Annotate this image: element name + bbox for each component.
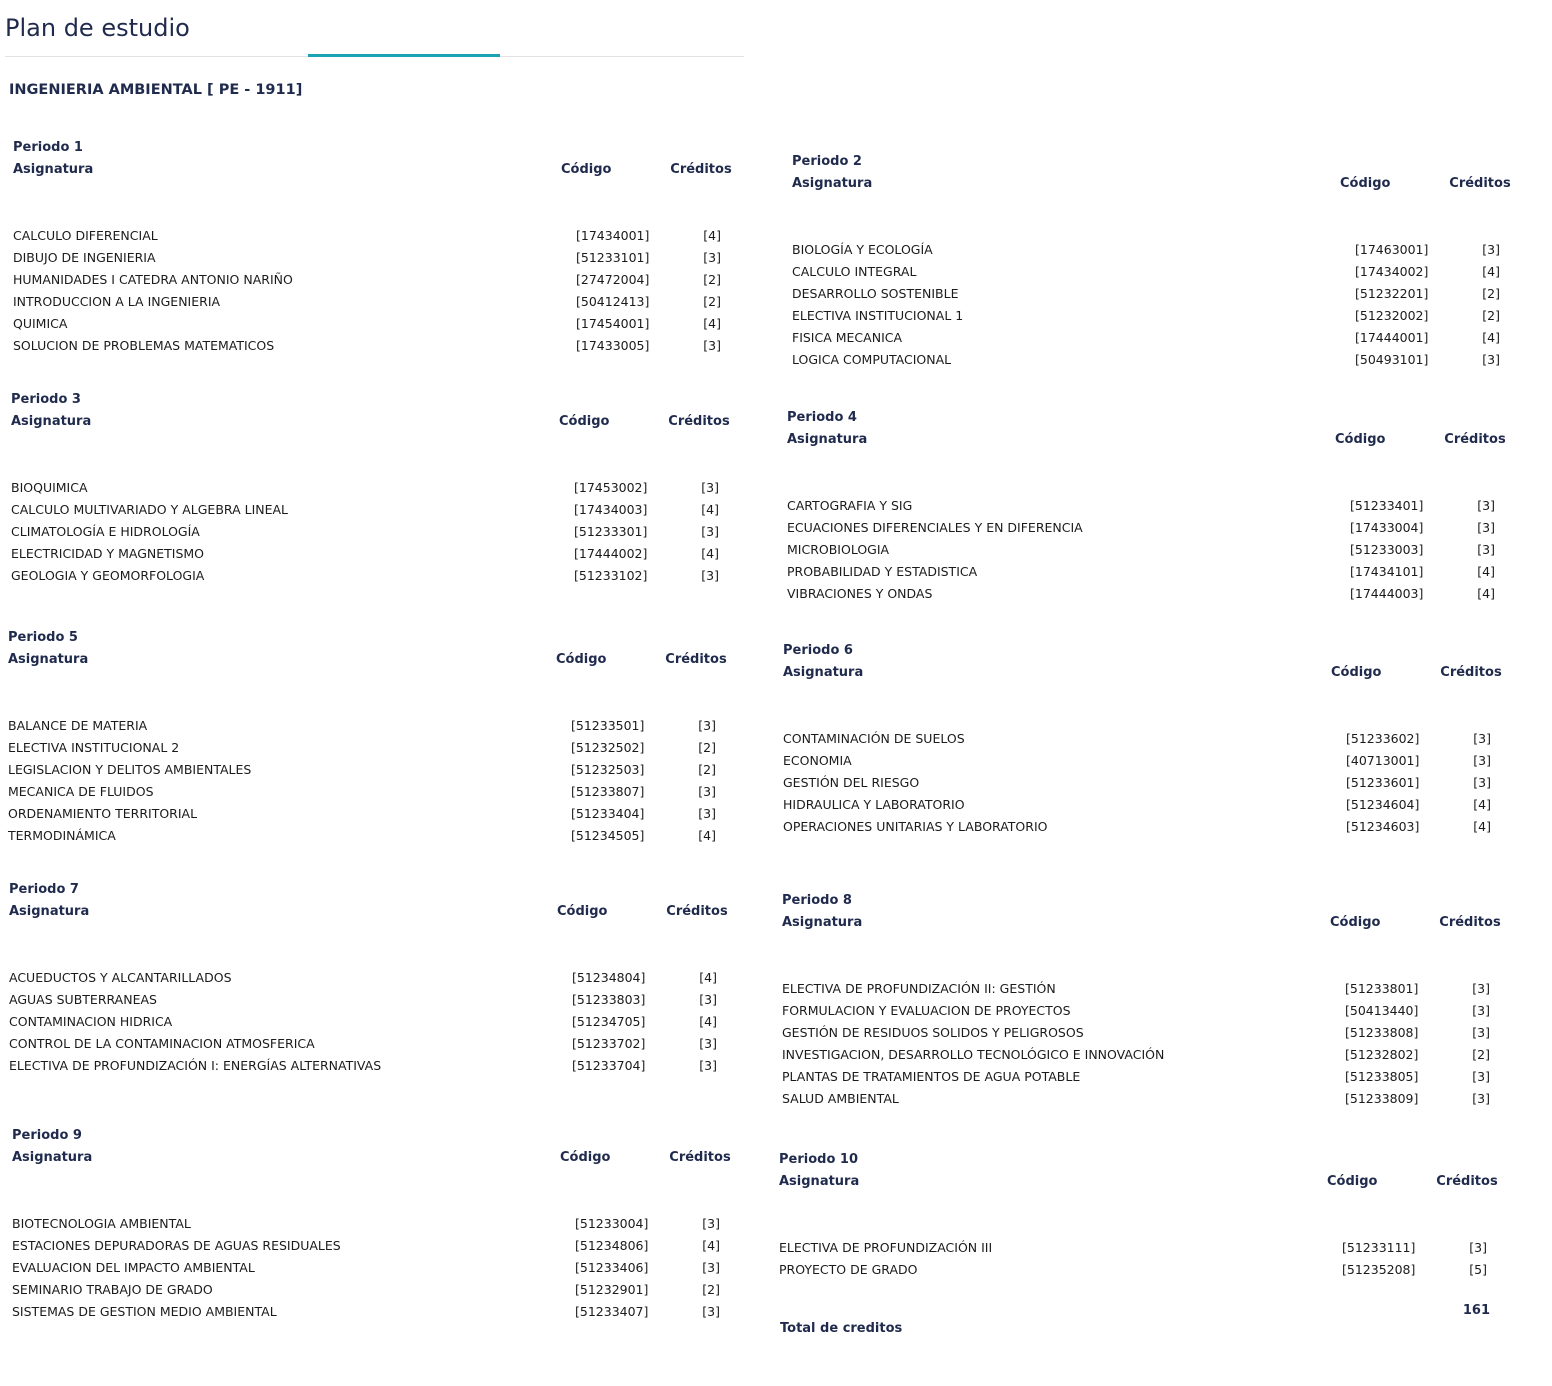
- subject-row: [779, 1240, 1499, 1262]
- subject-list: [12, 1216, 732, 1326]
- subject-code: [51233407]: [575, 1304, 649, 1319]
- subject-name: CALCULO MULTIVARIADO Y ALGEBRA LINEAL: [11, 502, 289, 517]
- subject-credits: [3]: [699, 1036, 717, 1051]
- subject-name: GEOLOGIA Y GEOMORFOLOGIA: [11, 568, 205, 583]
- subject-code: [17434101]: [1350, 564, 1424, 579]
- column-header-credits: Créditos: [1440, 665, 1502, 680]
- subject-name: SALUD AMBIENTAL: [782, 1091, 899, 1106]
- subject-list: [11, 480, 731, 590]
- subject-row: [12, 1216, 732, 1238]
- subject-row: [8, 828, 728, 850]
- subject-code: [51233801]: [1345, 981, 1419, 996]
- column-header-credits: Créditos: [666, 904, 728, 919]
- subject-credits: [4]: [699, 1014, 717, 1029]
- subject-credits: [4]: [1473, 797, 1491, 812]
- subject-row: [787, 498, 1507, 520]
- subject-row: [792, 308, 1512, 330]
- subject-code: [17444003]: [1350, 586, 1424, 601]
- subject-name: FORMULACION Y EVALUACION DE PROYECTOS: [782, 1003, 1071, 1018]
- subject-name: CALCULO INTEGRAL: [792, 264, 917, 279]
- subject-code: [51234604]: [1346, 797, 1420, 812]
- subject-name: HIDRAULICA Y LABORATORIO: [783, 797, 965, 812]
- period-label: Periodo 9: [12, 1128, 82, 1143]
- subject-row: [779, 1262, 1499, 1284]
- subject-code: [17434001]: [576, 228, 650, 243]
- subject-credits: [4]: [698, 828, 716, 843]
- column-header-code: Código: [561, 162, 612, 177]
- subject-credits: [2]: [1482, 286, 1500, 301]
- column-header-code: Código: [557, 904, 608, 919]
- column-header-credits: Créditos: [665, 652, 727, 667]
- subject-name: ECONOMIA: [783, 753, 852, 768]
- column-header-code: Código: [556, 652, 607, 667]
- subject-code: [27472004]: [576, 272, 650, 287]
- subject-code: [51234806]: [575, 1238, 649, 1253]
- subject-credits: [5]: [1469, 1262, 1487, 1277]
- subject-name: ELECTIVA DE PROFUNDIZACIÓN I: ENERGÍAS ALTERNATIVAS: [9, 1058, 382, 1073]
- subject-name: HUMANIDADES I CATEDRA ANTONIO NARIÑO: [13, 272, 293, 287]
- subject-code: [51234804]: [572, 970, 646, 985]
- subject-code: [51233404]: [571, 806, 645, 821]
- subject-name: VIBRACIONES Y ONDAS: [787, 586, 933, 601]
- subject-row: [13, 250, 733, 272]
- subject-credits: [3]: [702, 1260, 720, 1275]
- subject-code: [17444001]: [1355, 330, 1429, 345]
- subject-credits: [3]: [1472, 1091, 1490, 1106]
- subject-row: [782, 1091, 1502, 1113]
- subject-row: [792, 264, 1512, 286]
- subject-row: [11, 546, 731, 568]
- subject-row: [783, 753, 1503, 775]
- subject-code: [51235208]: [1342, 1262, 1416, 1277]
- subject-code: [51232901]: [575, 1282, 649, 1297]
- subject-row: [11, 502, 731, 524]
- subject-row: [787, 586, 1507, 608]
- column-header-subject: Asignatura: [8, 652, 89, 667]
- program-name: INGENIERIA AMBIENTAL [ PE - 1911]: [9, 82, 303, 98]
- subject-row: [11, 568, 731, 590]
- subject-row: [787, 542, 1507, 564]
- subject-name: CALCULO DIFERENCIAL: [13, 228, 158, 243]
- subject-credits: [4]: [1482, 264, 1500, 279]
- subject-row: [783, 775, 1503, 797]
- subject-code: [51233601]: [1346, 775, 1420, 790]
- subject-credits: [4]: [701, 502, 719, 517]
- title-accent-bar: [308, 54, 500, 57]
- column-header-credits: Créditos: [1436, 1174, 1498, 1189]
- subject-code: [51233805]: [1345, 1069, 1419, 1084]
- subject-credits: [3]: [1472, 1025, 1490, 1040]
- subject-name: ECUACIONES DIFERENCIALES Y EN DIFERENCIA: [787, 520, 1083, 535]
- subject-credits: [4]: [1477, 586, 1495, 601]
- subject-credits: [3]: [1482, 242, 1500, 257]
- subject-list: [792, 242, 1512, 374]
- page-title: Plan de estudio: [5, 14, 190, 42]
- subject-list: [783, 731, 1503, 841]
- subject-row: [8, 784, 728, 806]
- subject-code: [51232802]: [1345, 1047, 1419, 1062]
- subject-code: [51233702]: [572, 1036, 646, 1051]
- column-header-code: Código: [1331, 665, 1382, 680]
- subject-name: CLIMATOLOGÍA E HIDROLOGÍA: [11, 524, 200, 539]
- subject-row: [9, 992, 729, 1014]
- column-header-subject: Asignatura: [787, 432, 868, 447]
- subject-name: PLANTAS DE TRATAMIENTOS DE AGUA POTABLE: [782, 1069, 1081, 1084]
- subject-name: MICROBIOLOGIA: [787, 542, 890, 557]
- subject-row: [13, 316, 733, 338]
- subject-code: [51232201]: [1355, 286, 1429, 301]
- column-header-credits: Créditos: [670, 162, 732, 177]
- subject-name: ELECTIVA DE PROFUNDIZACIÓN III: [779, 1240, 993, 1255]
- subject-code: [40713001]: [1346, 753, 1420, 768]
- subject-credits: [3]: [703, 250, 721, 265]
- subject-code: [17434003]: [574, 502, 648, 517]
- subject-name: DESARROLLO SOSTENIBLE: [792, 286, 959, 301]
- subject-credits: [3]: [1472, 1069, 1490, 1084]
- subject-code: [51233003]: [1350, 542, 1424, 557]
- subject-code: [51234705]: [572, 1014, 646, 1029]
- subject-name: MECANICA DE FLUIDOS: [8, 784, 154, 799]
- subject-code: [17433004]: [1350, 520, 1424, 535]
- subject-list: [9, 970, 729, 1080]
- subject-row: [783, 797, 1503, 819]
- subject-credits: [2]: [698, 762, 716, 777]
- subject-row: [782, 981, 1502, 1003]
- subject-credits: [3]: [701, 480, 719, 495]
- subject-credits: [3]: [698, 784, 716, 799]
- total-credits: [780, 1300, 1500, 1340]
- subject-name: BALANCE DE MATERIA: [8, 718, 148, 733]
- subject-code: [51233807]: [571, 784, 645, 799]
- subject-code: [17444002]: [574, 546, 648, 561]
- subject-credits: [4]: [1477, 564, 1495, 579]
- subject-credits: [4]: [1473, 819, 1491, 834]
- subject-name: EVALUACION DEL IMPACTO AMBIENTAL: [12, 1260, 255, 1275]
- period-label: Periodo 7: [9, 882, 79, 897]
- subject-name: PROYECTO DE GRADO: [779, 1262, 918, 1277]
- column-header-subject: Asignatura: [782, 915, 863, 930]
- period-label: Periodo 5: [8, 630, 78, 645]
- subject-name: LOGICA COMPUTACIONAL: [792, 352, 952, 367]
- subject-code: [50413440]: [1345, 1003, 1419, 1018]
- subject-credits: [2]: [703, 294, 721, 309]
- subject-name: PROBABILIDAD Y ESTADISTICA: [787, 564, 978, 579]
- period-label: Periodo 8: [782, 893, 852, 908]
- subject-row: [8, 806, 728, 828]
- subject-row: [8, 762, 728, 784]
- subject-credits: [3]: [1473, 731, 1491, 746]
- subject-name: CONTROL DE LA CONTAMINACION ATMOSFERICA: [9, 1036, 315, 1051]
- subject-credits: [3]: [1472, 1003, 1490, 1018]
- column-header-subject: Asignatura: [9, 904, 90, 919]
- subject-row: [783, 731, 1503, 753]
- subject-name: TERMODINÁMICA: [8, 828, 116, 843]
- subject-credits: [3]: [1477, 542, 1495, 557]
- subject-code: [17463001]: [1355, 242, 1429, 257]
- total-credits-label: Total de creditos: [780, 1321, 903, 1336]
- subject-name: ACUEDUCTOS Y ALCANTARILLADOS: [9, 970, 232, 985]
- subject-name: ELECTIVA DE PROFUNDIZACIÓN II: GESTIÓN: [782, 981, 1056, 996]
- subject-row: [8, 718, 728, 740]
- subject-code: [17454001]: [576, 316, 650, 331]
- subject-row: [12, 1260, 732, 1282]
- column-header-credits: Créditos: [668, 414, 730, 429]
- subject-name: ELECTIVA INSTITUCIONAL 1: [792, 308, 964, 323]
- subject-list: [787, 498, 1507, 608]
- subject-credits: [3]: [698, 806, 716, 821]
- column-header-code: Código: [1340, 176, 1391, 191]
- subject-credits: [3]: [1472, 981, 1490, 996]
- subject-name: BIOQUIMICA: [11, 480, 88, 495]
- period-label: Periodo 3: [11, 392, 81, 407]
- period-label: Periodo 6: [783, 643, 853, 658]
- column-header-subject: Asignatura: [783, 665, 864, 680]
- subject-row: [12, 1238, 732, 1260]
- subject-code: [51232503]: [571, 762, 645, 777]
- subject-row: [13, 338, 733, 360]
- subject-code: [51233406]: [575, 1260, 649, 1275]
- column-header-credits: Créditos: [1449, 176, 1511, 191]
- subject-code: [51232502]: [571, 740, 645, 755]
- subject-name: GESTIÓN DEL RIESGO: [783, 775, 920, 790]
- subject-list: [13, 228, 733, 360]
- column-header-credits: Créditos: [1439, 915, 1501, 930]
- subject-code: [51233401]: [1350, 498, 1424, 513]
- subject-row: [792, 352, 1512, 374]
- column-header-code: Código: [559, 414, 610, 429]
- subject-row: [782, 1069, 1502, 1091]
- subject-credits: [4]: [699, 970, 717, 985]
- subject-credits: [4]: [1482, 330, 1500, 345]
- column-header-credits: Créditos: [1444, 432, 1506, 447]
- subject-name: DIBUJO DE INGENIERIA: [13, 250, 156, 265]
- subject-code: [51233102]: [574, 568, 648, 583]
- subject-code: [51234505]: [571, 828, 645, 843]
- subject-row: [787, 520, 1507, 542]
- column-header-credits: Créditos: [669, 1150, 731, 1165]
- subject-credits: [3]: [1477, 498, 1495, 513]
- subject-row: [13, 228, 733, 250]
- subject-credits: [3]: [698, 718, 716, 733]
- page-header: [0, 0, 744, 60]
- subject-credits: [3]: [1469, 1240, 1487, 1255]
- column-header-subject: Asignatura: [779, 1174, 860, 1189]
- subject-list: [782, 981, 1502, 1113]
- subject-row: [787, 564, 1507, 586]
- subject-credits: [3]: [703, 338, 721, 353]
- subject-credits: [2]: [702, 1282, 720, 1297]
- subject-code: [50412413]: [576, 294, 650, 309]
- period-label: Periodo 10: [779, 1152, 858, 1167]
- subject-credits: [3]: [699, 1058, 717, 1073]
- subject-name: INTRODUCCION A LA INGENIERIA: [13, 294, 221, 309]
- total-credits-value: 161: [1462, 1303, 1490, 1318]
- subject-name: FISICA MECANICA: [792, 330, 903, 345]
- subject-code: [51232002]: [1355, 308, 1429, 323]
- subject-credits: [2]: [1472, 1047, 1490, 1062]
- subject-credits: [3]: [1473, 753, 1491, 768]
- subject-row: [782, 1025, 1502, 1047]
- subject-row: [11, 480, 731, 502]
- subject-credits: [3]: [702, 1304, 720, 1319]
- column-header-code: Código: [1327, 1174, 1378, 1189]
- subject-row: [792, 330, 1512, 352]
- subject-name: CARTOGRAFIA Y SIG: [787, 498, 913, 513]
- subject-row: [9, 1014, 729, 1036]
- subject-name: GESTIÓN DE RESIDUOS SOLIDOS Y PELIGROSOS: [782, 1025, 1084, 1040]
- subject-name: AGUAS SUBTERRANEAS: [9, 992, 157, 1007]
- subject-credits: [4]: [701, 546, 719, 561]
- subject-row: [792, 286, 1512, 308]
- subject-name: LEGISLACION Y DELITOS AMBIENTALES: [8, 762, 252, 777]
- subject-row: [9, 1036, 729, 1058]
- subject-list: [779, 1240, 1499, 1284]
- subject-name: BIOLOGÍA Y ECOLOGÍA: [792, 242, 933, 257]
- subject-credits: [4]: [703, 316, 721, 331]
- column-header-subject: Asignatura: [11, 414, 92, 429]
- subject-code: [51233111]: [1342, 1240, 1416, 1255]
- subject-row: [782, 1047, 1502, 1069]
- subject-name: ELECTRICIDAD Y MAGNETISMO: [11, 546, 205, 561]
- subject-code: [17433005]: [576, 338, 650, 353]
- subject-credits: [3]: [1477, 520, 1495, 535]
- subject-name: CONTAMINACION HIDRICA: [9, 1014, 173, 1029]
- subject-row: [8, 740, 728, 762]
- subject-row: [9, 970, 729, 992]
- subject-code: [51234603]: [1346, 819, 1420, 834]
- subject-name: SEMINARIO TRABAJO DE GRADO: [12, 1282, 213, 1297]
- subject-name: SOLUCION DE PROBLEMAS MATEMATICOS: [13, 338, 275, 353]
- subject-name: INVESTIGACION, DESARROLLO TECNOLÓGICO E INNOVACIÓN: [782, 1047, 1165, 1062]
- subject-row: [11, 524, 731, 546]
- column-header-code: Código: [560, 1150, 611, 1165]
- subject-code: [51233101]: [576, 250, 650, 265]
- subject-code: [51233004]: [575, 1216, 649, 1231]
- subject-row: [783, 819, 1503, 841]
- subject-credits: [4]: [703, 228, 721, 243]
- subject-credits: [3]: [1473, 775, 1491, 790]
- subject-name: CONTAMINACIÓN DE SUELOS: [783, 731, 965, 746]
- subject-code: [17453002]: [574, 480, 648, 495]
- subject-name: QUIMICA: [13, 316, 68, 331]
- subject-row: [12, 1282, 732, 1304]
- subject-credits: [2]: [703, 272, 721, 287]
- column-header-code: Código: [1335, 432, 1386, 447]
- subject-name: SISTEMAS DE GESTION MEDIO AMBIENTAL: [12, 1304, 277, 1319]
- subject-credits: [3]: [702, 1216, 720, 1231]
- column-header-subject: Asignatura: [12, 1150, 93, 1165]
- subject-code: [51233803]: [572, 992, 646, 1007]
- subject-name: OPERACIONES UNITARIAS Y LABORATORIO: [783, 819, 1048, 834]
- subject-code: [17434002]: [1355, 264, 1429, 279]
- subject-name: ELECTIVA INSTITUCIONAL 2: [8, 740, 180, 755]
- period-label: Periodo 1: [13, 140, 83, 155]
- subject-code: [51233808]: [1345, 1025, 1419, 1040]
- column-header-code: Código: [1330, 915, 1381, 930]
- subject-row: [13, 294, 733, 316]
- subject-credits: [3]: [699, 992, 717, 1007]
- subject-row: [792, 242, 1512, 264]
- subject-row: [13, 272, 733, 294]
- column-header-subject: Asignatura: [792, 176, 873, 191]
- period-label: Periodo 4: [787, 410, 857, 425]
- subject-code: [51233809]: [1345, 1091, 1419, 1106]
- subject-code: [51233704]: [572, 1058, 646, 1073]
- period-label: Periodo 2: [792, 154, 862, 169]
- subject-credits: [4]: [702, 1238, 720, 1253]
- subject-code: [51233602]: [1346, 731, 1420, 746]
- subject-code: [51233501]: [571, 718, 645, 733]
- subject-credits: [3]: [1482, 352, 1500, 367]
- subject-row: [12, 1304, 732, 1326]
- subject-credits: [2]: [698, 740, 716, 755]
- subject-credits: [2]: [1482, 308, 1500, 323]
- subject-credits: [3]: [701, 568, 719, 583]
- subject-code: [50493101]: [1355, 352, 1429, 367]
- subject-credits: [3]: [701, 524, 719, 539]
- column-header-subject: Asignatura: [13, 162, 94, 177]
- subject-row: [9, 1058, 729, 1080]
- subject-name: ORDENAMIENTO TERRITORIAL: [8, 806, 198, 821]
- subject-name: ESTACIONES DEPURADORAS DE AGUAS RESIDUALES: [12, 1238, 341, 1253]
- subject-list: [8, 718, 728, 850]
- subject-code: [51233301]: [574, 524, 648, 539]
- subject-row: [782, 1003, 1502, 1025]
- subject-name: BIOTECNOLOGIA AMBIENTAL: [12, 1216, 191, 1231]
